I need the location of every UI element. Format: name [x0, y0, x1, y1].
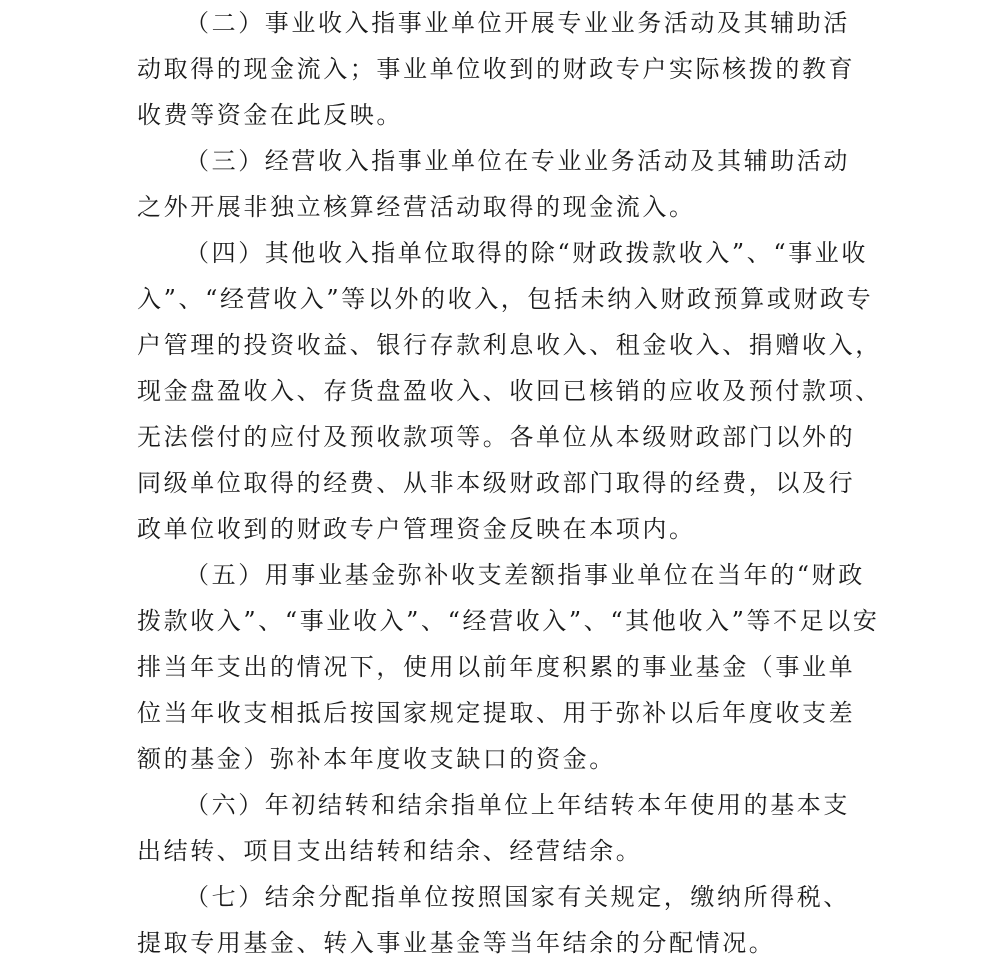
- paragraph-5-line-3: 排当年支出的情况下，使用以前年度积累的事业基金（事业单: [137, 653, 856, 681]
- paragraph-6-line-1: （六）年初结转和结余指单位上年结转本年使用的基本支: [185, 791, 850, 819]
- paragraph-2-line-3: 收费等资金在此反映。: [137, 101, 403, 129]
- paragraph-3-line-2: 之外开展非独立核算经营活动取得的现金流入。: [137, 193, 696, 221]
- paragraph-7-line-2: 提取专用基金、转入事业基金等当年结余的分配情况。: [137, 929, 776, 957]
- paragraph-5-line-4: 位当年收支相抵后按国家规定提取、用于弥补以后年度收支差: [137, 699, 856, 727]
- paragraph-6-line-2: 出结转、项目支出结转和结余、经营结余。: [137, 837, 643, 865]
- paragraph-5-line-2: 拨款收入”、“事业收入”、“经营收入”、“其他收入”等不足以安: [137, 607, 880, 635]
- paragraph-4-line-5: 无法偿付的应付及预收款项等。各单位从本级财政部门以外的: [137, 423, 856, 451]
- paragraph-3-line-1: （三）经营收入指事业单位在专业业务活动及其辅助活动: [185, 147, 850, 175]
- paragraph-4-line-6: 同级单位取得的经费、从非本级财政部门取得的经费，以及行: [137, 469, 856, 497]
- paragraph-4-line-1: （四）其他收入指单位取得的除“财政拨款收入”、“事业收: [185, 239, 869, 267]
- paragraph-5-line-5: 额的基金）弥补本年度收支缺口的资金。: [137, 745, 616, 773]
- paragraph-7-line-1: （七）结余分配指单位按照国家有关规定，缴纳所得税、: [185, 883, 850, 911]
- paragraph-4-line-3: 户管理的投资收益、银行存款利息收入、租金收入、捐赠收入，: [137, 331, 882, 359]
- paragraph-4-line-2: 入”、“经营收入”等以外的收入，包括未纳入财政预算或财政专: [137, 285, 874, 313]
- paragraph-2-line-2: 动取得的现金流入；事业单位收到的财政专户实际核拨的教育: [137, 55, 856, 83]
- paragraph-5-line-1: （五）用事业基金弥补收支差额指事业单位在当年的“财政: [185, 561, 865, 589]
- paragraph-4-line-7: 政单位收到的财政专户管理资金反映在本项内。: [137, 515, 696, 543]
- paragraph-2-line-1: （二）事业收入指事业单位开展专业业务活动及其辅助活: [185, 9, 850, 37]
- paragraph-4-line-4: 现金盘盈收入、存货盘盈收入、收回已核销的应收及预付款项、: [137, 377, 882, 405]
